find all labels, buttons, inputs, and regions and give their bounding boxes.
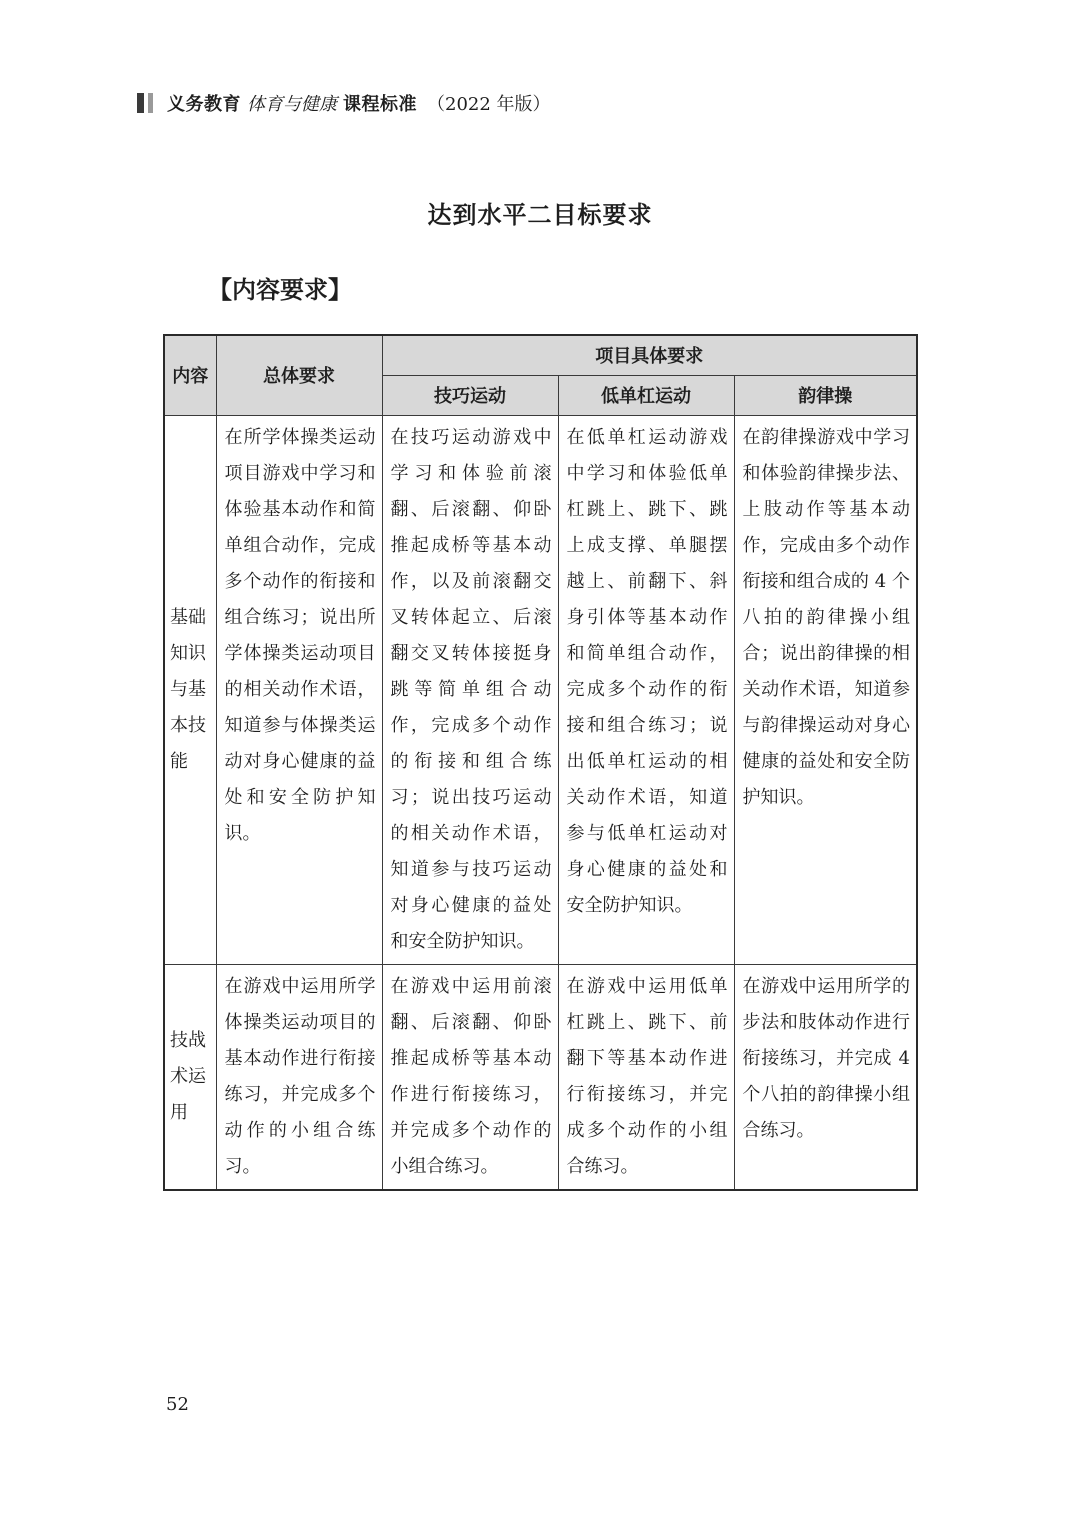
row-category: 技战术运用: [164, 964, 216, 1190]
header-acrobatics: 技巧运动: [382, 375, 558, 415]
row-category: 基础知识与基本技能: [164, 415, 216, 964]
running-header: [137, 88, 551, 118]
requirements-table: [163, 334, 918, 1191]
table-row: [164, 415, 917, 964]
row-overall: 在游戏中运用所学体操类运动项目的基本动作进行衔接练习，并完成多个动作的小组合练习。: [216, 964, 382, 1190]
row-rhythmic: 在游戏中运用所学的步法和肢体动作进行衔接练习，并完成 4 个八拍的韵律操小组合练习。: [734, 964, 917, 1190]
header-series: 义务教育: [167, 94, 241, 115]
row-low-bar: 在游戏中运用低单杠跳上、跳下、前翻下等基本动作进行衔接练习，并完成多个动作的小组合练习。: [558, 964, 734, 1190]
page-title: 达到水平二目标要求: [427, 201, 653, 229]
row-acrobatics: 在技巧运动游戏中学习和体验前滚翻、后滚翻、仰卧推起成桥等基本动作，以及前滚翻交叉转体起立、后滚翻交叉转体接挺身跳等简单组合动作，完成多个动作的衔接和组合练习；说出技巧运动的相关动作术语，知道参与技巧运动对身心健康的益处和安全防护知识。: [382, 415, 558, 964]
header-doc-type: 课程标准: [343, 94, 417, 115]
header-rhythmic: 韵律操: [734, 375, 917, 415]
header-low-bar: 低单杠运动: [558, 375, 734, 415]
header-edition: （2022 年版）: [427, 94, 551, 115]
section-heading: 【内容要求】: [208, 276, 352, 304]
row-overall: 在所学体操类运动项目游戏中学习和体验基本动作和简单组合动作，完成多个动作的衔接和组合练习；说出所学体操类运动项目的相关动作术语，知道参与体操类运动对身心健康的益处和安全防护知识。: [216, 415, 382, 964]
table-row: [164, 964, 917, 1190]
row-acrobatics: 在游戏中运用前滚翻、后滚翻、仰卧推起成桥等基本动作进行衔接练习，并完成多个动作的小组合练习。: [382, 964, 558, 1190]
row-rhythmic: 在韵律操游戏中学习和体验韵律操步法、上肢动作等基本动作，完成由多个动作衔接和组合成的 4 个八拍的韵律操小组合；说出韵律操的相关动作术语，知道参与韵律操运动对身心健康的益处和安全防护知识。: [734, 415, 917, 964]
header-bars-icon: [137, 93, 157, 113]
page-number: 52: [166, 1394, 189, 1415]
header-content: 内容: [164, 335, 216, 415]
row-low-bar: 在低单杠运动游戏中学习和体验低单杠跳上、跳下、跳上成支撑、单腿摆越上、前翻下、斜身引体等基本动作和简单组合动作，完成多个动作的衔接和组合练习；说出低单杠运动的相关动作术语，知道参与低单杠运动对身心健康的益处和安全防护知识。: [558, 415, 734, 964]
header-overall: 总体要求: [216, 335, 382, 415]
header-subject: 体育与健康: [247, 94, 337, 115]
header-specific: 项目具体要求: [382, 335, 917, 375]
